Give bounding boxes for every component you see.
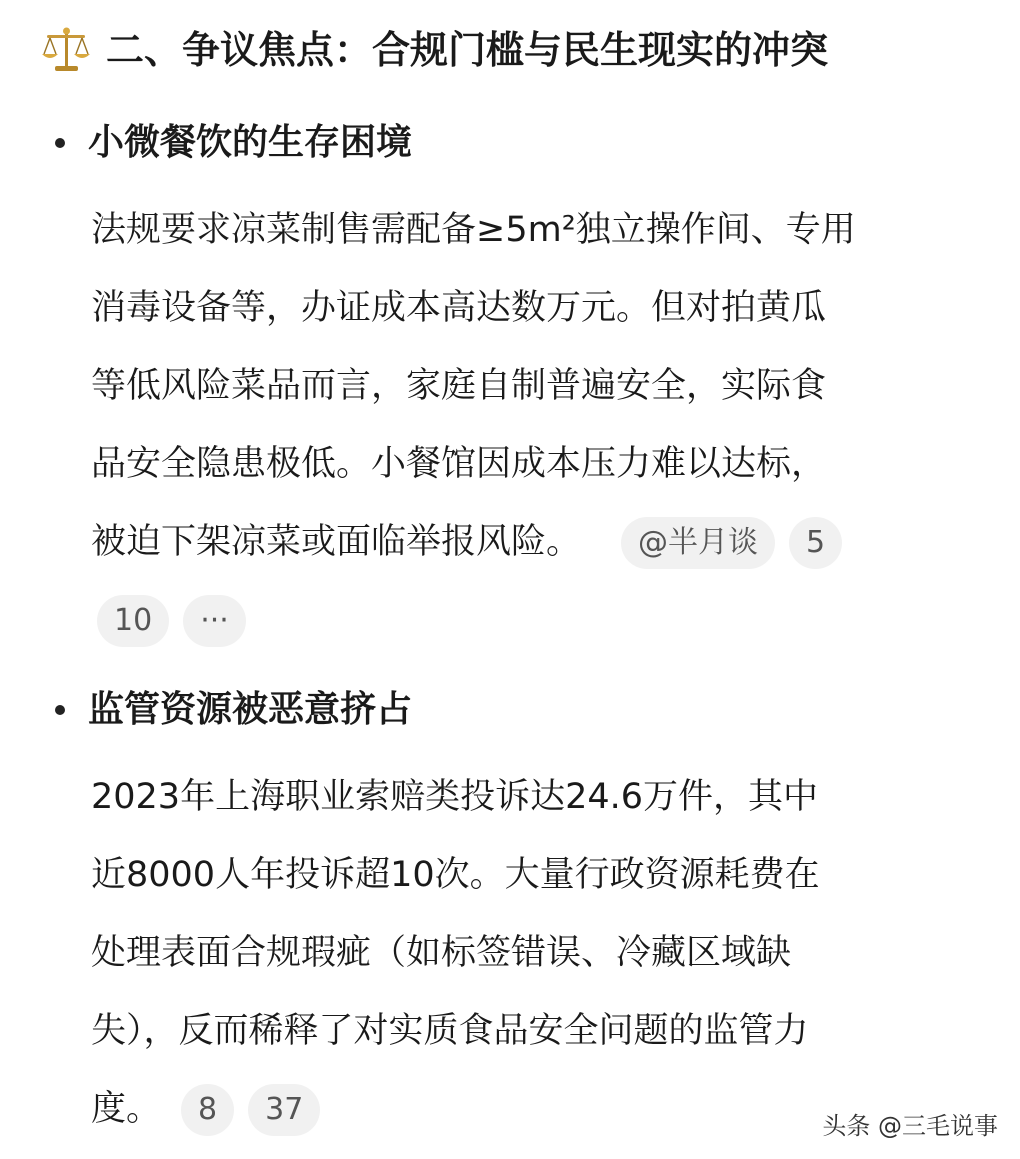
heading-title: 二、争议焦点：合规门槛与民生现实的冲突: [106, 28, 829, 72]
paragraph: [91, 191, 985, 659]
subsection-title: 监管资源被恶意挤占: [88, 689, 413, 730]
chip-row: [91, 581, 985, 659]
paragraph-line-text: 度。: [91, 1089, 162, 1129]
bullet-row: [55, 680, 985, 740]
paragraph-line: 消毒设备等，办证成本高达数万元。但对拍黄瓜: [91, 288, 827, 328]
bullet-dot: [55, 705, 65, 715]
watermark: 头条 @三毛说事: [822, 1112, 998, 1140]
balance-scale-icon: [40, 24, 92, 76]
more-chip[interactable]: ···: [183, 595, 246, 647]
paragraph: [91, 758, 985, 1148]
paragraph-line: 法规要求凉菜制售需配备≥5m²独立操作间、专用: [91, 210, 856, 250]
paragraph-line: 近8000人年投诉超10次。大量行政资源耗费在: [91, 855, 820, 895]
reference-chip[interactable]: 5: [789, 517, 842, 569]
subsection-title: 小微餐饮的生存困境: [88, 122, 413, 163]
reference-chip[interactable]: 8: [181, 1084, 234, 1136]
reference-chip[interactable]: 10: [97, 595, 169, 647]
paragraph-line: 处理表面合规瑕疵（如标签错误、冷藏区域缺: [91, 933, 792, 973]
section-regulatory-resources: [55, 680, 985, 1148]
paragraph-line: 2023年上海职业索赔类投诉达24.6万件，其中: [91, 777, 819, 817]
paragraph-line: [91, 503, 985, 581]
paragraph-line: 品安全隐患极低。小餐馆因成本压力难以达标，: [91, 444, 827, 484]
paragraph-line: 失），反而稀释了对实质食品安全问题的监管力: [91, 1011, 809, 1051]
source-chip[interactable]: @半月谈: [621, 517, 775, 569]
bullet-dot: [55, 138, 65, 148]
paragraph-line: 等低风险菜品而言，家庭自制普遍安全，实际食: [91, 366, 827, 406]
reference-chip[interactable]: 37: [248, 1084, 320, 1136]
bullet-row: [55, 113, 985, 173]
section-heading: [40, 20, 1000, 80]
section-small-catering: [55, 113, 985, 659]
paragraph-line-text: 被迫下架凉菜或面临举报风险。: [91, 522, 582, 562]
